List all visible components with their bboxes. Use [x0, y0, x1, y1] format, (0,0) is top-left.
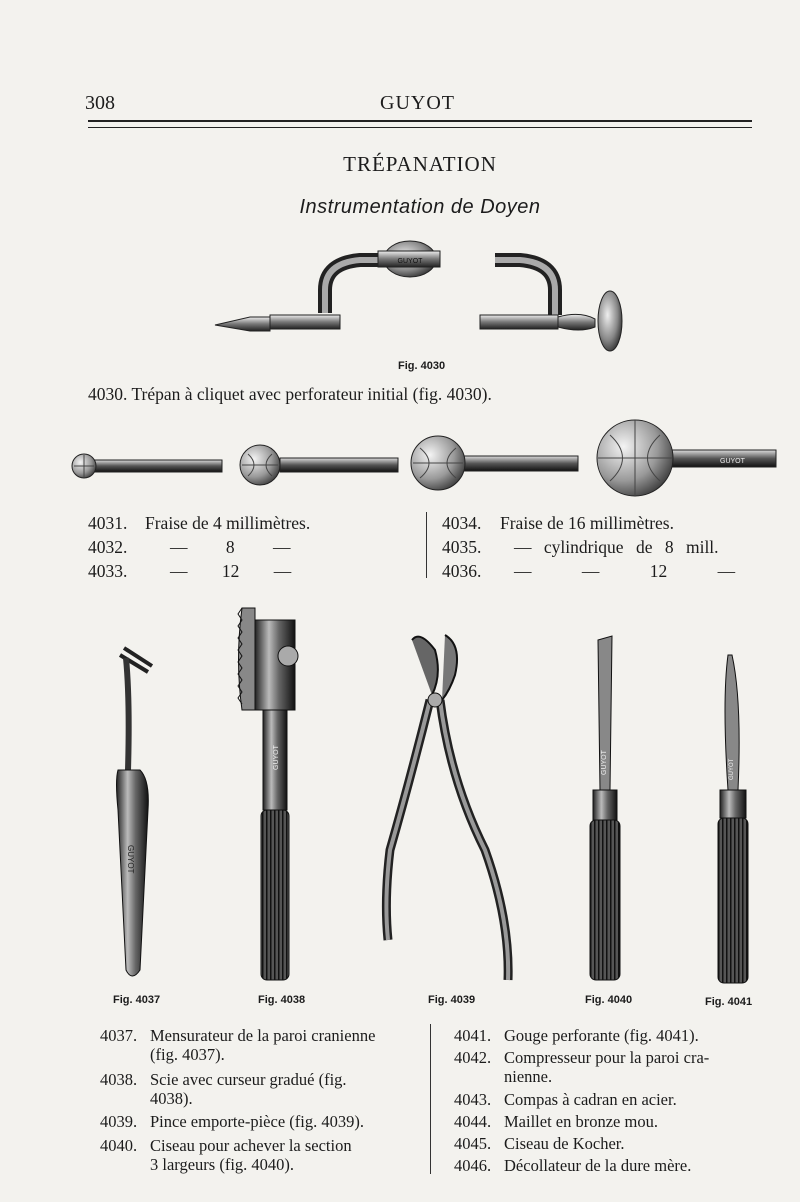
burr-number: 4034. [442, 513, 482, 533]
entry-number: 4041. [454, 1026, 492, 1045]
entry-text: Compas à cadran en acier. [504, 1090, 677, 1109]
caption-fig-4041: Fig. 4041 [705, 996, 753, 1008]
gouge-brand: GUYOT [729, 758, 735, 780]
column-divider [426, 512, 427, 578]
entry-number: 4042. [454, 1048, 492, 1067]
caption-fig-4039: Fig. 4039 [428, 994, 476, 1006]
burr-number: 4031. [88, 513, 128, 533]
header-rule-thin [88, 127, 752, 128]
chisel-icon [590, 636, 620, 980]
burr-brand: GUYOT [720, 458, 745, 465]
entry-text: Ciseau pour achever la section 3 largeurs (fig. 4040). [150, 1136, 352, 1174]
entry-number: 4044. [454, 1112, 492, 1131]
burr-number: 4035. [442, 537, 482, 557]
mensurateur-brand: GUYOT [126, 845, 135, 874]
item-text: Trépan à cliquet avec perforateur initial (fig. 4030). [131, 384, 492, 404]
chisel-brand: GUYOT [601, 750, 608, 775]
caption-fig-4037: Fig. 4037 [113, 994, 161, 1006]
entry-text: Pince emporte-pièce (fig. 4039). [150, 1112, 364, 1131]
column-divider [430, 1024, 431, 1174]
burr-item [88, 560, 388, 582]
trephine-brace-illustration [210, 235, 640, 355]
subtitle: Instrumentation de Doyen [299, 196, 541, 218]
saw-brand: GUYOT [273, 745, 280, 770]
gouge-icon [718, 655, 748, 983]
burr-item [442, 536, 762, 558]
entry-text: Compresseur pour la paroi cra- nienne. [504, 1048, 710, 1086]
burr-text: — 12 — [170, 561, 292, 581]
item-number: 4030. [88, 384, 128, 404]
entry-number: 4040. [100, 1136, 138, 1155]
burr-number: 4032. [88, 537, 128, 557]
burrs-illustration [70, 418, 780, 503]
entry-number: 4039. [100, 1112, 138, 1131]
burr-text: Fraise de 4 millimètres. [145, 513, 311, 533]
entry-text: Mensurateur de la paroi cranienne (fig. 4037). [150, 1026, 376, 1064]
burr-number: 4033. [88, 561, 128, 581]
burr-text: — — 12 — [514, 561, 736, 581]
entry-text: Ciseau de Kocher. [504, 1134, 625, 1153]
burr-item [88, 512, 388, 534]
entry-text: Maillet en bronze mou. [504, 1112, 658, 1131]
header-rule [88, 120, 752, 122]
entry-number: 4045. [454, 1134, 492, 1153]
burr-text: — cylindrique de 8 mill. [514, 537, 719, 557]
burr-item [442, 560, 762, 582]
entry-text: Gouge perforante (fig. 4041). [504, 1026, 699, 1045]
saw-icon [238, 608, 298, 980]
rongeur-icon [386, 635, 508, 980]
entry-number: 4037. [100, 1026, 138, 1045]
entry-number: 4043. [454, 1090, 492, 1109]
burr-item [88, 536, 388, 558]
instruments-illustration [90, 600, 780, 990]
caption-fig-4040: Fig. 4040 [585, 994, 633, 1006]
burr-number: 4036. [442, 561, 482, 581]
running-title: GUYOT [380, 92, 455, 114]
mensurateur-icon [117, 648, 153, 976]
item-4030 [88, 383, 492, 405]
caption-fig-4030: Fig. 4030 [398, 360, 446, 372]
caption-fig-4038: Fig. 4038 [258, 994, 306, 1006]
entry-number: 4038. [100, 1070, 138, 1089]
section-title: TRÉPANATION [343, 152, 497, 176]
burr-text: Fraise de 16 millimètres. [500, 513, 674, 533]
entry-text: Scie avec curseur gradué (fig. 4038). [150, 1070, 347, 1108]
page-number: 308 [85, 92, 115, 114]
trephine-brand: GUYOT [397, 258, 423, 265]
entry-text: Décollateur de la dure mère. [504, 1156, 692, 1175]
burr-item [442, 512, 762, 534]
burr-text: — 8 — [170, 537, 291, 557]
entry-number: 4046. [454, 1156, 492, 1175]
